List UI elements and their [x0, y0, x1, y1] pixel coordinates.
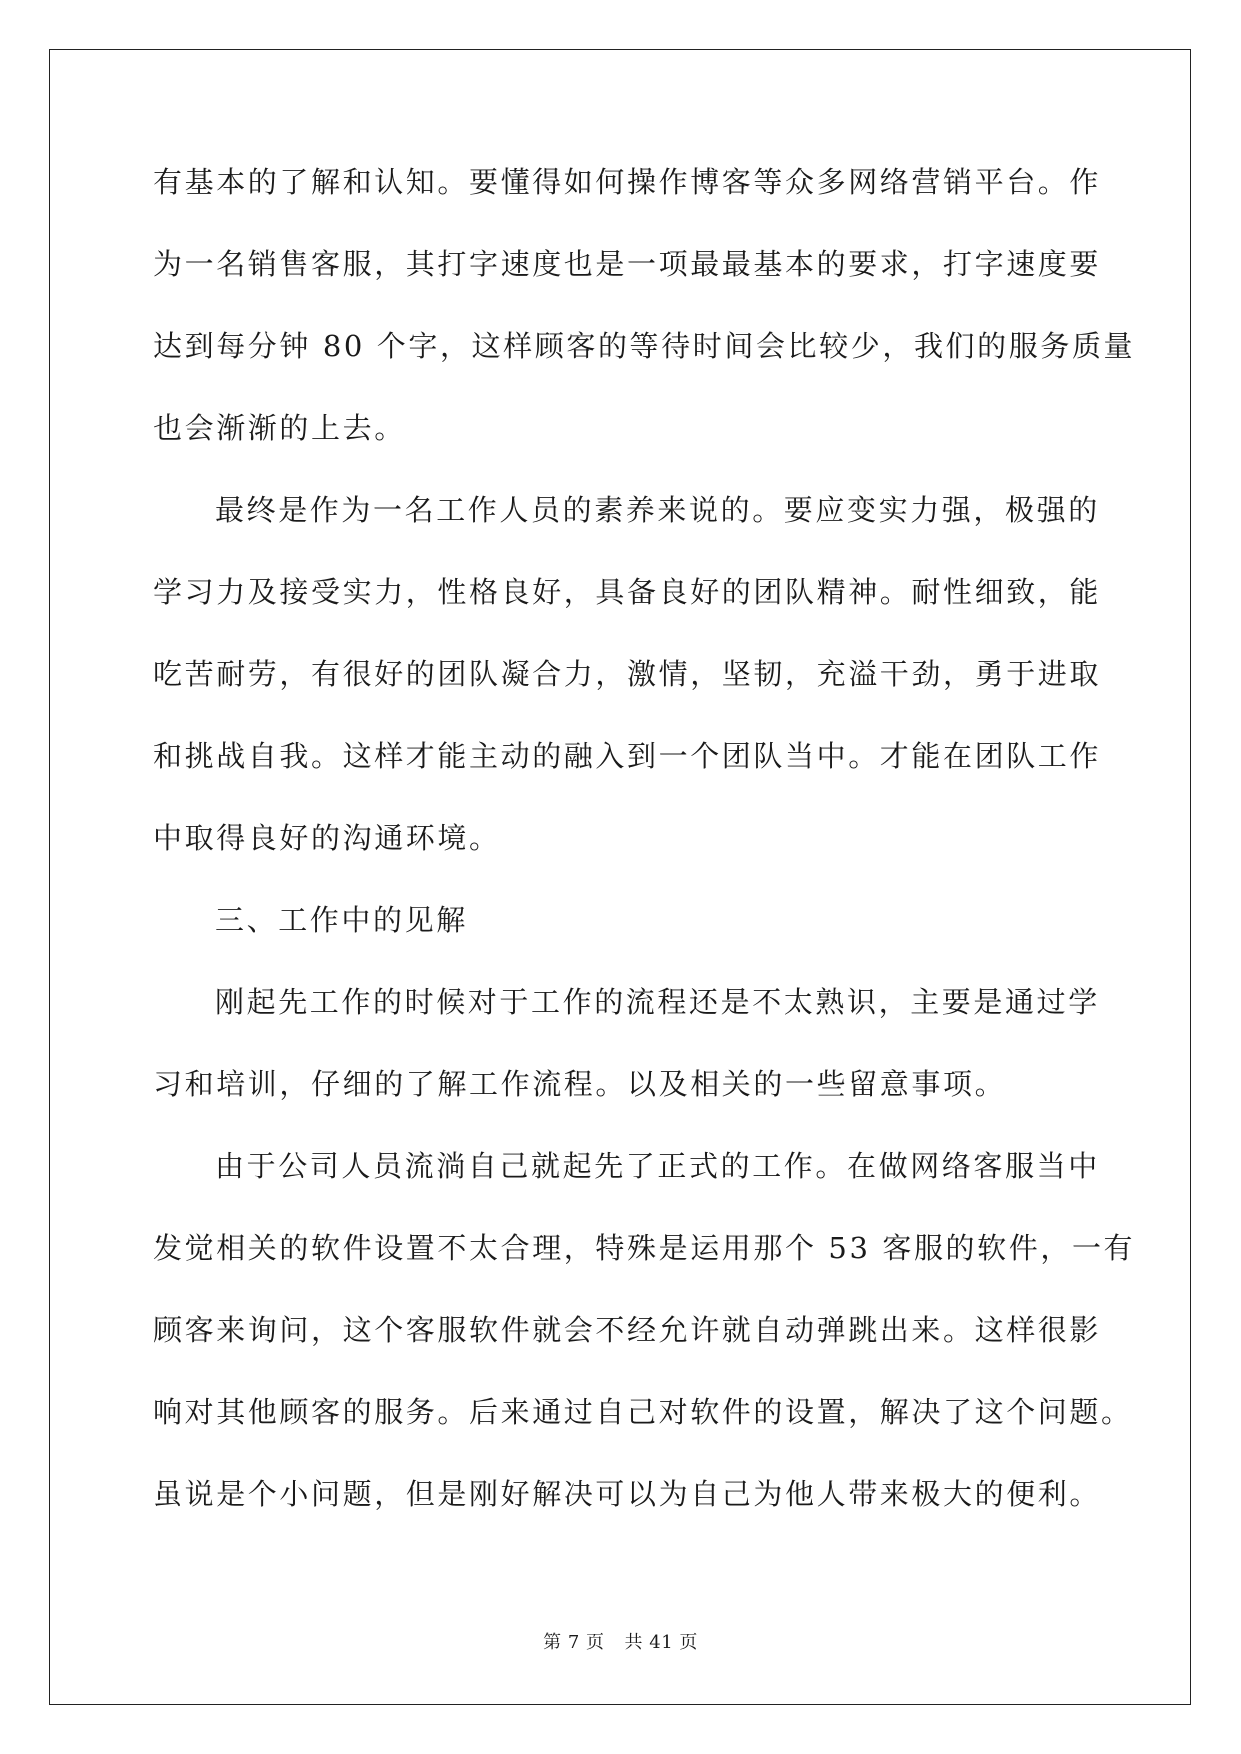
- text-line: 发觉相关的软件设置不太合理，特殊是运用那个 53 客服的软件，一有: [153, 1231, 1136, 1265]
- text-line: 中取得良好的沟通环境。: [153, 821, 501, 855]
- text-line: 学习力及接受实力，性格良好，具备良好的团队精神。耐性细致，能: [153, 575, 1102, 609]
- page-total: 共 41 页: [624, 1632, 698, 1653]
- text-line: 也会渐渐的上去。: [153, 411, 406, 445]
- page-number: 第 7 页: [543, 1632, 605, 1653]
- document-body: [153, 162, 1136, 1556]
- text-line: 刚起先工作的时候对于工作的流程还是不太熟识，主要是通过学: [215, 985, 1100, 1019]
- text-line: 习和培训，仔细的了解工作流程。以及相关的一些留意事项。: [153, 1067, 1007, 1101]
- text-line: 有基本的了解和认知。要懂得如何操作博客等众多网络营销平台。作: [153, 165, 1102, 199]
- text-line: 由于公司人员流淌自己就起先了正式的工作。在做网络客服当中: [215, 1149, 1100, 1183]
- text-line: 为一名销售客服，其打字速度也是一项最最基本的要求，打字速度要: [153, 247, 1102, 281]
- text-line: 响对其他顾客的服务。后来通过自己对软件的设置，解决了这个问题。: [153, 1395, 1133, 1429]
- text-line: 吃苦耐劳，有很好的团队凝合力，激情，坚韧，充溢干劲，勇于进取: [153, 657, 1102, 691]
- text-line: 和挑战自我。这样才能主动的融入到一个团队当中。才能在团队工作: [153, 739, 1102, 773]
- text-line: 最终是作为一名工作人员的素养来说的。要应变实力强，极强的: [215, 493, 1100, 527]
- text-line: 达到每分钟 80 个字，这样顾客的等待时间会比较少，我们的服务质量: [153, 329, 1136, 363]
- text-line: 虽说是个小问题，但是刚好解决可以为自己为他人带来极大的便利。: [153, 1477, 1102, 1511]
- section-heading: 三、工作中的见解: [215, 903, 468, 937]
- text-line: 顾客来询问，这个客服软件就会不经允许就自动弹跳出来。这样很影: [153, 1313, 1102, 1347]
- page-footer: [0, 1628, 1241, 1654]
